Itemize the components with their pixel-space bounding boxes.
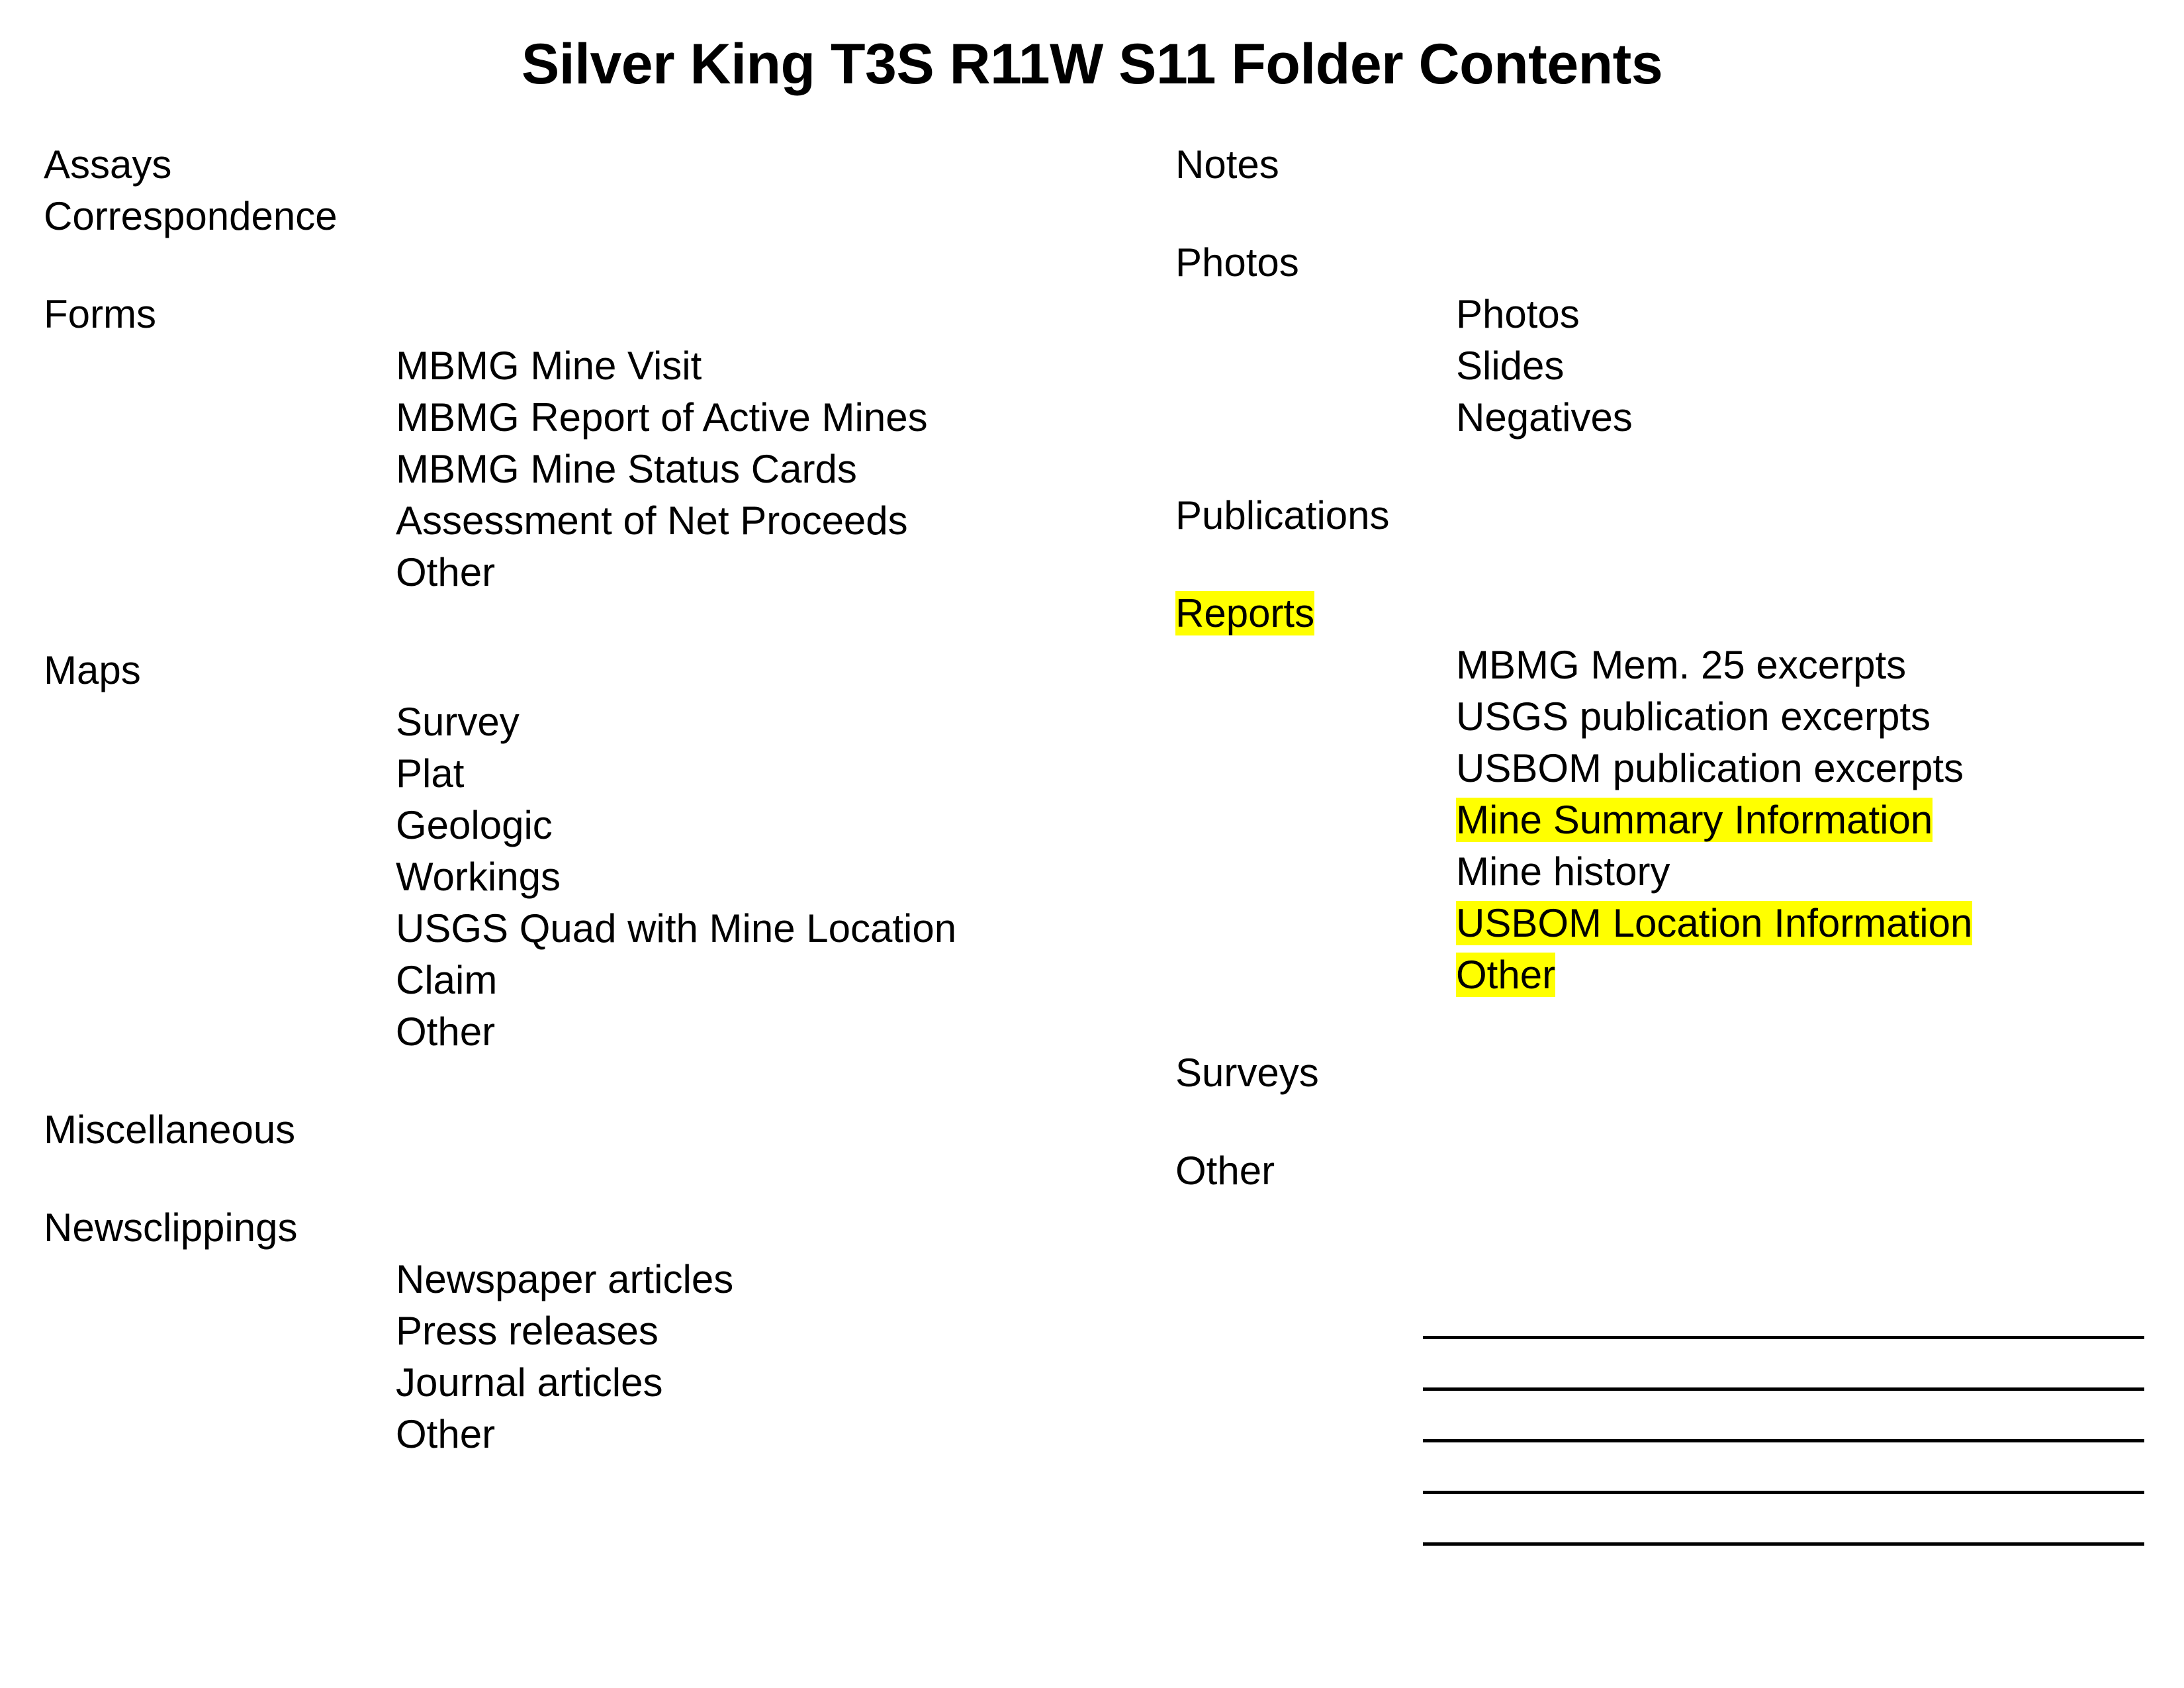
folder-item-label: Miscellaneous <box>44 1107 296 1152</box>
folder-item-label: Negatives <box>1456 395 1633 440</box>
left-column <box>44 139 1169 1460</box>
folder-item-row <box>1165 846 2158 898</box>
folder-item-row <box>44 851 1169 903</box>
folder-item-label: USGS Quad with Mine Location <box>396 906 957 951</box>
folder-item-label: MBMG Mine Visit <box>396 344 702 388</box>
folder-item-label: Survey <box>396 700 520 744</box>
folder-item-label: MBMG Mine Status Cards <box>396 447 857 491</box>
folder-item-label: USGS publication excerpts <box>1456 694 1931 739</box>
folder-item-label: Publications <box>1175 493 1390 538</box>
folder-item-row <box>44 547 1169 598</box>
folder-item-label: Other <box>396 1009 496 1054</box>
folder-item-label: Mine history <box>1456 849 1670 894</box>
folder-item-label: Notes <box>1175 142 1279 187</box>
folder-item-label: Photos <box>1456 292 1580 336</box>
folder-item-row <box>44 696 1169 748</box>
folder-item-label: Newsclippings <box>44 1205 298 1250</box>
folder-item-row <box>44 139 1169 191</box>
folder-item-row <box>1165 691 2158 743</box>
folder-item-row <box>1165 340 2158 392</box>
folder-item-label: Journal articles <box>396 1360 663 1405</box>
folder-item-label: USBOM publication excerpts <box>1456 746 1964 790</box>
folder-item-row <box>1165 1145 2158 1197</box>
folder-item-label: Geologic <box>396 803 553 847</box>
right-column <box>1165 139 2158 1197</box>
folder-item-row <box>1165 898 2158 949</box>
folder-item-row <box>1165 139 2158 191</box>
blank-line <box>1423 1442 2144 1494</box>
folder-item-row <box>1165 490 2158 541</box>
folder-item-row <box>1165 949 2158 1001</box>
folder-item-label: MBMG Mem. 25 excerpts <box>1456 643 1907 687</box>
folder-item-row <box>1165 588 2158 639</box>
folder-item-label: Slides <box>1456 344 1565 388</box>
folder-item-row <box>44 645 1169 696</box>
folder-item-row <box>44 1006 1169 1058</box>
folder-item-label: Assessment of Net Proceeds <box>396 498 908 543</box>
folder-item-label-highlighted: USBOM Location Information <box>1456 901 1973 945</box>
blank-line <box>1423 1494 2144 1546</box>
folder-item-row <box>44 191 1169 242</box>
folder-item-row <box>44 495 1169 547</box>
folder-item-label-highlighted: Mine Summary Information <box>1456 798 1933 842</box>
folder-item-label: Surveys <box>1175 1051 1319 1095</box>
folder-item-row <box>1165 289 2158 340</box>
folder-item-label: MBMG Report of Active Mines <box>396 395 928 440</box>
folder-item-label: Maps <box>44 648 141 692</box>
folder-item-row <box>44 1202 1169 1254</box>
folder-item-row <box>44 1357 1169 1409</box>
folder-item-label: Photos <box>1175 240 1299 285</box>
folder-item-row <box>44 289 1169 340</box>
folder-item-row <box>44 1254 1169 1305</box>
folder-item-row <box>44 903 1169 955</box>
folder-item-row <box>44 392 1169 444</box>
folder-item-label: Workings <box>396 855 561 899</box>
folder-item-label: Other <box>396 550 496 594</box>
blank-line <box>1423 1391 2144 1442</box>
blank-line <box>1423 1339 2144 1391</box>
folder-item-row <box>44 955 1169 1006</box>
folder-item-label: Other <box>396 1412 496 1456</box>
folder-item-row <box>44 748 1169 800</box>
folder-item-label-highlighted: Other <box>1456 953 1556 997</box>
folder-item-row <box>1165 392 2158 444</box>
folder-item-row <box>1165 1047 2158 1099</box>
blank-line <box>1423 1288 2144 1339</box>
folder-item-row <box>44 340 1169 392</box>
folder-item-row <box>44 1305 1169 1357</box>
folder-item-label: Claim <box>396 958 498 1002</box>
folder-item-row <box>1165 794 2158 846</box>
folder-item-row <box>44 444 1169 495</box>
folder-item-label: Newspaper articles <box>396 1257 734 1301</box>
blank-write-in-lines <box>1423 1288 2144 1546</box>
folder-item-label: Correspondence <box>44 194 338 238</box>
folder-item-row <box>44 1104 1169 1156</box>
folder-item-label: Press releases <box>396 1309 659 1353</box>
folder-item-label: Forms <box>44 292 156 336</box>
folder-item-row <box>44 800 1169 851</box>
folder-item-row <box>44 1409 1169 1460</box>
folder-item-label-highlighted: Reports <box>1175 591 1315 635</box>
folder-item-label: Plat <box>396 751 465 796</box>
folder-item-label: Assays <box>44 142 172 187</box>
folder-item-row <box>1165 743 2158 794</box>
folder-item-row <box>1165 639 2158 691</box>
page-title: Silver King T3S R11W S11 Folder Contents <box>521 32 1663 96</box>
folder-item-row <box>1165 237 2158 289</box>
folder-item-label: Other <box>1175 1149 1275 1193</box>
